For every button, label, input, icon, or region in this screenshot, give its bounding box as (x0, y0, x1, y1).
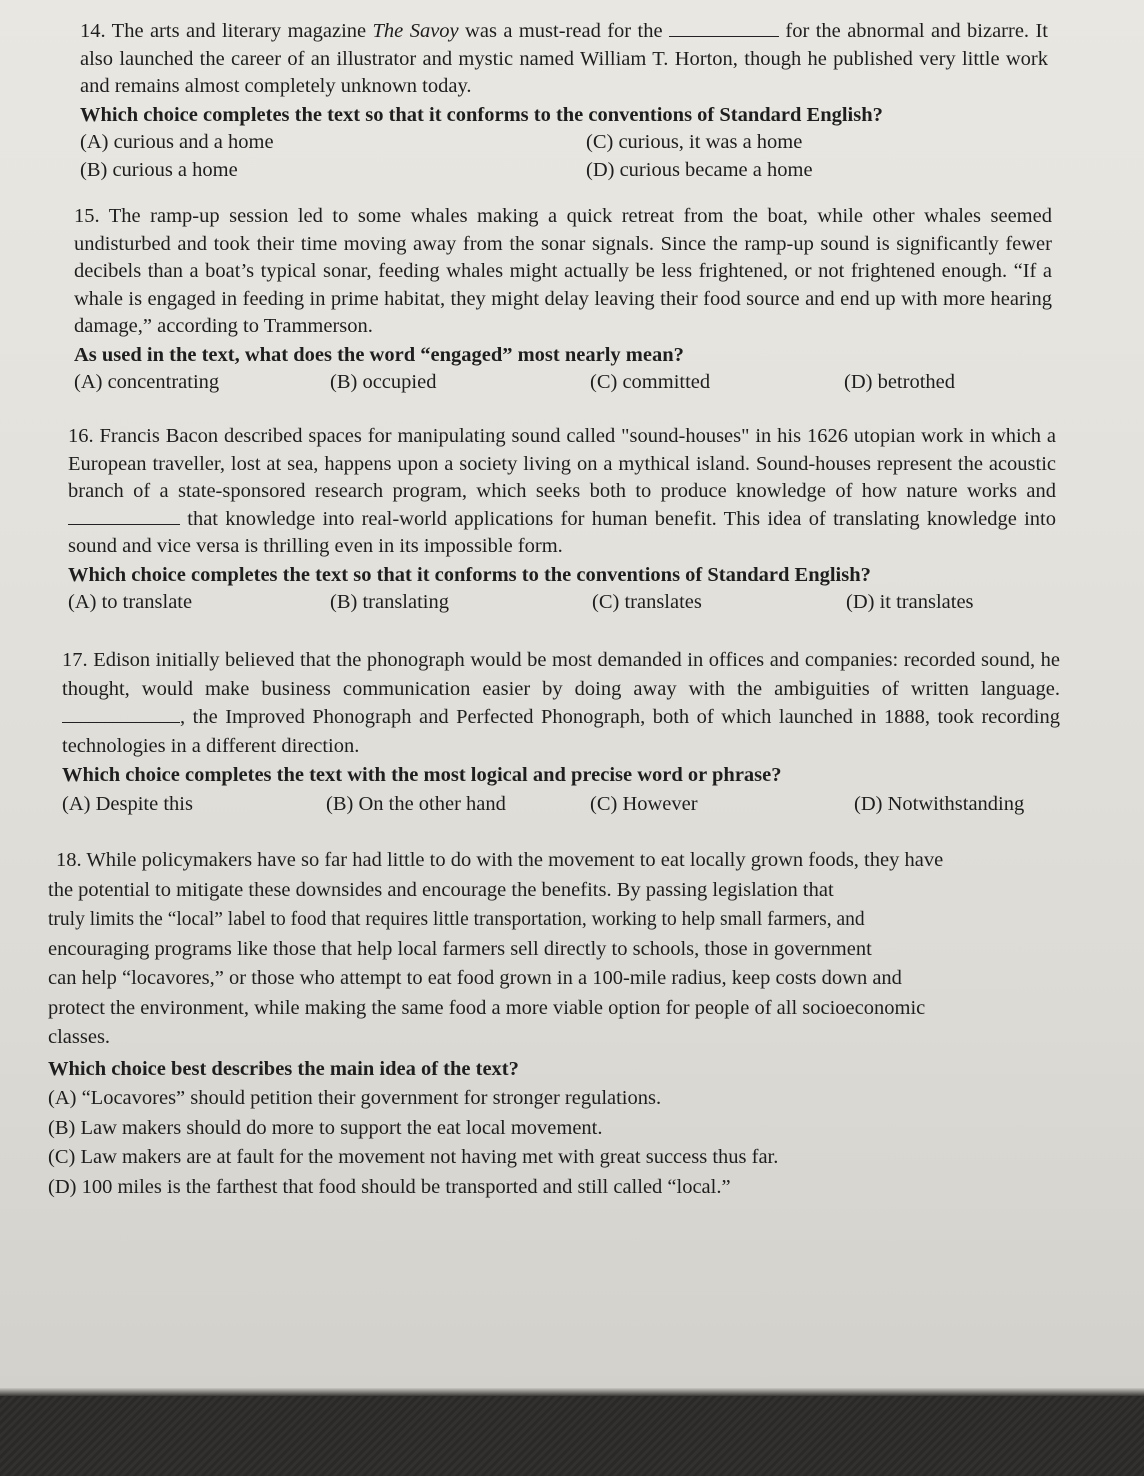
question-16-passage: 16. Francis Bacon described spaces for manipulating sound called "sound-houses" in his 1626 utopian work in which a European traveller, lost at sea, happens upon a society living on a mythical island. Sound-houses represent the acoustic branch of a state-sponsored research program, which seeks both to produce knowledge of how nature works and that knowledge into real-world applications for human benefit. This idea of translating knowledge into sound and vice versa is thrilling even in its impossible form. (68, 425, 1057, 557)
answer-blank (669, 18, 779, 37)
answer-blank (68, 506, 180, 525)
question-14-passage: 14. The arts and literary magazine The Savoy was a must-read for the for the abnormal and bizarre. It also launched the career of an illustrator and mystic named William T. Horton, though he published very little work and remains almost completely unknown today. (80, 20, 1048, 97)
question-15 (74, 203, 1052, 397)
question-16-options (68, 589, 1056, 617)
question-15-passage: 15. The ramp-up session led to some whales making a quick retreat from the boat, while other whales seemed undisturbed and took their time moving away from the sonar signals. Since the ramp-up sound is significantly fewer decibels than a boat’s typical sonar, feeding whales might actually be less frightened, or not frightened enough. “If a whale is engaged in feeding in prime habitat, they might delay leaving their food source and end up with more hearing damage,” according to Trammerson. (74, 205, 1052, 337)
answer-blank (62, 704, 180, 723)
question-18-stem: Which choice best describes the main idea of the text? (48, 1057, 519, 1080)
question-17 (62, 646, 1060, 818)
question-15-number: 15. (74, 205, 100, 227)
paper-edge (0, 1388, 1144, 1396)
option-d[interactable]: (D) Notwithstanding (854, 792, 1025, 815)
question-18 (48, 846, 1072, 1202)
question-15-options (74, 369, 1052, 397)
question-16-stem: Which choice completes the text so that it conforms to the conventions of Standard English? (68, 563, 871, 586)
question-15-stem: As used in the text, what does the word “engaged” most nearly mean? (74, 343, 684, 366)
option-c[interactable]: (C) Law makers are at fault for the movement not having met with great success thus far. (48, 1146, 779, 1168)
option-a[interactable]: (A) Despite this (62, 792, 193, 815)
question-14-options-row-1 (80, 129, 1048, 157)
question-18-number: 18. (56, 849, 82, 871)
option-c[interactable]: (C) However (590, 792, 698, 815)
option-c[interactable]: (C) translates (592, 591, 702, 613)
option-c[interactable]: (C) curious, it was a home (586, 131, 803, 153)
option-a[interactable]: (A) “Locavores” should petition their government for stronger regulations. (48, 1087, 662, 1109)
option-a[interactable]: (A) curious and a home (80, 131, 274, 153)
option-b[interactable]: (B) occupied (330, 371, 437, 393)
background-surface (0, 1396, 1144, 1476)
option-d[interactable]: (D) curious became a home (586, 159, 813, 181)
question-16-number: 16. (68, 425, 94, 447)
option-d[interactable]: (D) it translates (846, 591, 974, 613)
question-17-number: 17. (62, 649, 88, 671)
question-14 (80, 18, 1048, 185)
option-d[interactable]: (D) betrothed (844, 371, 955, 393)
option-b[interactable]: (B) On the other hand (326, 792, 506, 815)
question-17-passage: 17. Edison initially believed that the phonograph would be most demanded in offices and companies: recorded sound, he thought, would make business communication easier by doing away with the ambiguities of written language. , the Improved Phonograph and Perfected Phonograph, both of which launched in 1888, took recording technologies in a different direction. (62, 649, 1061, 757)
option-b[interactable]: (B) Law makers should do more to support the eat local movement. (48, 1116, 603, 1139)
question-14-number: 14. (80, 20, 106, 42)
option-a[interactable]: (A) concentrating (74, 371, 220, 393)
question-14-stem: Which choice completes the text so that it conforms to the conventions of Standard English? (80, 103, 883, 126)
question-17-options (62, 790, 1060, 818)
option-c[interactable]: (C) committed (590, 371, 711, 393)
magazine-title: The Savoy (372, 20, 459, 42)
option-d[interactable]: (D) 100 miles is the farthest that food should be transported and still called “local.” (48, 1175, 731, 1198)
question-18-passage: 18. While policymakers have so far had little to do with the movement to eat locally grown foods, they have the potential to mitigate these downsides and encourage the benefits. By passing legislation that truly limits the “local” label to food that requires little transportation, working to help small farmers, and encouraging programs like those that help local farmers sell directly to schools, those in government can help “locavores,” or those who attempt to eat food grown in a 100-mile radius, keep costs down and protect the environment, while making the same food a more viable option for people of all socioeconomic classes. (48, 849, 944, 1048)
question-14-options-row-2 (80, 157, 1048, 185)
option-b[interactable]: (B) translating (330, 591, 449, 613)
option-b[interactable]: (B) curious a home (80, 159, 238, 181)
question-16 (68, 423, 1056, 617)
option-a[interactable]: (A) to translate (68, 591, 193, 613)
question-17-stem: Which choice completes the text with the most logical and precise word or phrase? (62, 764, 782, 786)
